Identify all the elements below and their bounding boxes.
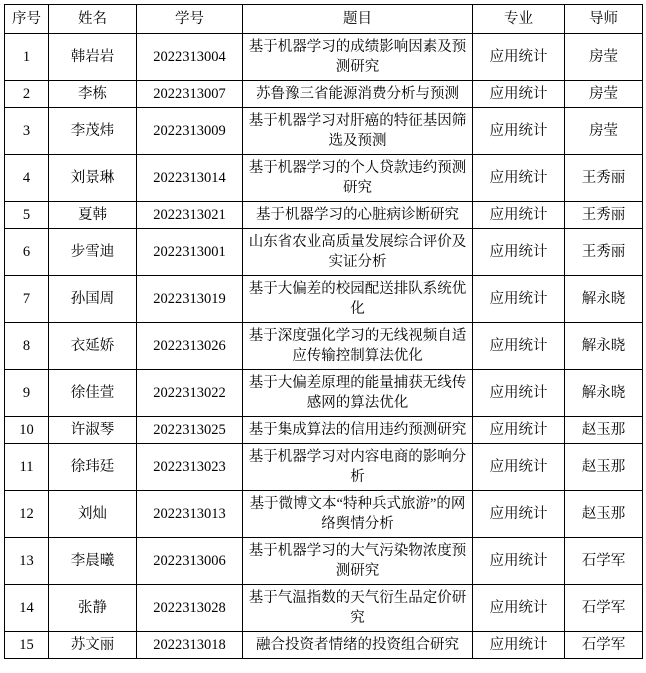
cell-name: 苏文丽: [49, 632, 137, 659]
table-body: [5, 34, 643, 659]
cell-advisor: 解永晓: [565, 276, 643, 323]
table-row: [5, 370, 643, 417]
cell-name: 张静: [49, 585, 137, 632]
cell-student-id: 2022313026: [137, 323, 243, 370]
cell-advisor: 房莹: [565, 81, 643, 108]
cell-student-id: 2022313019: [137, 276, 243, 323]
cell-advisor: 赵玉那: [565, 444, 643, 491]
cell-major: 应用统计: [473, 585, 565, 632]
cell-advisor: 解永晓: [565, 323, 643, 370]
cell-seq: 5: [5, 202, 49, 229]
cell-title: 基于气温指数的天气衍生品定价研究: [243, 585, 473, 632]
cell-student-id: 2022313004: [137, 34, 243, 81]
column-header-student-id: 学号: [137, 5, 243, 34]
cell-major: 应用统计: [473, 229, 565, 276]
table-header: [5, 5, 643, 34]
cell-advisor: 赵玉那: [565, 491, 643, 538]
table-row: [5, 276, 643, 323]
cell-title: 基于大偏差的校园配送排队系统优化: [243, 276, 473, 323]
cell-name: 刘灿: [49, 491, 137, 538]
cell-advisor: 房莹: [565, 108, 643, 155]
cell-title: 基于机器学习的大气污染物浓度预测研究: [243, 538, 473, 585]
cell-major: 应用统计: [473, 491, 565, 538]
cell-title: 基于微博文本“特种兵式旅游”的网络舆情分析: [243, 491, 473, 538]
cell-seq: 8: [5, 323, 49, 370]
cell-student-id: 2022313006: [137, 538, 243, 585]
table-row: [5, 632, 643, 659]
cell-student-id: 2022313014: [137, 155, 243, 202]
cell-name: 韩岩岩: [49, 34, 137, 81]
cell-major: 应用统计: [473, 417, 565, 444]
cell-student-id: 2022313022: [137, 370, 243, 417]
cell-title: 基于机器学习的心脏病诊断研究: [243, 202, 473, 229]
cell-name: 步雪迪: [49, 229, 137, 276]
cell-seq: 2: [5, 81, 49, 108]
cell-student-id: 2022313018: [137, 632, 243, 659]
column-header-name: 姓名: [49, 5, 137, 34]
cell-major: 应用统计: [473, 370, 565, 417]
cell-name: 刘景琳: [49, 155, 137, 202]
column-header-major: 专业: [473, 5, 565, 34]
cell-major: 应用统计: [473, 108, 565, 155]
table-row: [5, 444, 643, 491]
cell-name: 李晨曦: [49, 538, 137, 585]
cell-student-id: 2022313021: [137, 202, 243, 229]
cell-name: 夏韩: [49, 202, 137, 229]
cell-name: 孙国周: [49, 276, 137, 323]
table-row: [5, 229, 643, 276]
cell-major: 应用统计: [473, 34, 565, 81]
cell-advisor: 王秀丽: [565, 202, 643, 229]
cell-title: 基于机器学习对内容电商的影响分析: [243, 444, 473, 491]
cell-student-id: 2022313001: [137, 229, 243, 276]
cell-seq: 6: [5, 229, 49, 276]
cell-seq: 14: [5, 585, 49, 632]
column-header-title: 题目: [243, 5, 473, 34]
cell-title: 基于大偏差原理的能量捕获无线传感网的算法优化: [243, 370, 473, 417]
table-row: [5, 538, 643, 585]
cell-seq: 4: [5, 155, 49, 202]
cell-seq: 9: [5, 370, 49, 417]
cell-title: 山东省农业高质量发展综合评价及实证分析: [243, 229, 473, 276]
cell-title: 基于深度强化学习的无线视频自适应传输控制算法优化: [243, 323, 473, 370]
cell-major: 应用统计: [473, 81, 565, 108]
cell-advisor: 赵玉那: [565, 417, 643, 444]
cell-major: 应用统计: [473, 632, 565, 659]
cell-major: 应用统计: [473, 155, 565, 202]
cell-seq: 3: [5, 108, 49, 155]
cell-advisor: 石学军: [565, 538, 643, 585]
cell-major: 应用统计: [473, 323, 565, 370]
cell-name: 李茂炜: [49, 108, 137, 155]
cell-title: 基于机器学习的成绩影响因素及预测研究: [243, 34, 473, 81]
cell-student-id: 2022313028: [137, 585, 243, 632]
cell-student-id: 2022313009: [137, 108, 243, 155]
cell-seq: 15: [5, 632, 49, 659]
table-row: [5, 585, 643, 632]
thesis-list-table: [4, 4, 643, 659]
table-header-row: [5, 5, 643, 34]
cell-title: 融合投资者情绪的投资组合研究: [243, 632, 473, 659]
cell-seq: 7: [5, 276, 49, 323]
cell-student-id: 2022313025: [137, 417, 243, 444]
cell-title: 基于机器学习对肝癌的特征基因筛选及预测: [243, 108, 473, 155]
column-header-advisor: 导师: [565, 5, 643, 34]
cell-advisor: 石学军: [565, 632, 643, 659]
cell-title: 基于集成算法的信用违约预测研究: [243, 417, 473, 444]
cell-name: 衣延娇: [49, 323, 137, 370]
table-row: [5, 108, 643, 155]
cell-seq: 12: [5, 491, 49, 538]
table-row: [5, 202, 643, 229]
cell-seq: 10: [5, 417, 49, 444]
cell-major: 应用统计: [473, 276, 565, 323]
cell-name: 李栋: [49, 81, 137, 108]
cell-major: 应用统计: [473, 444, 565, 491]
cell-seq: 1: [5, 34, 49, 81]
cell-major: 应用统计: [473, 538, 565, 585]
cell-student-id: 2022313023: [137, 444, 243, 491]
cell-seq: 13: [5, 538, 49, 585]
cell-advisor: 王秀丽: [565, 155, 643, 202]
table-row: [5, 155, 643, 202]
cell-major: 应用统计: [473, 202, 565, 229]
cell-student-id: 2022313013: [137, 491, 243, 538]
cell-advisor: 石学军: [565, 585, 643, 632]
column-header-seq: 序号: [5, 5, 49, 34]
table-row: [5, 323, 643, 370]
table-row: [5, 491, 643, 538]
cell-advisor: 解永晓: [565, 370, 643, 417]
cell-name: 徐佳萱: [49, 370, 137, 417]
cell-student-id: 2022313007: [137, 81, 243, 108]
cell-title: 基于机器学习的个人贷款违约预测研究: [243, 155, 473, 202]
cell-title: 苏鲁豫三省能源消费分析与预测: [243, 81, 473, 108]
cell-advisor: 房莹: [565, 34, 643, 81]
table-row: [5, 417, 643, 444]
cell-name: 许淑琴: [49, 417, 137, 444]
table-row: [5, 34, 643, 81]
cell-name: 徐玮廷: [49, 444, 137, 491]
table-row: [5, 81, 643, 108]
cell-advisor: 王秀丽: [565, 229, 643, 276]
cell-seq: 11: [5, 444, 49, 491]
